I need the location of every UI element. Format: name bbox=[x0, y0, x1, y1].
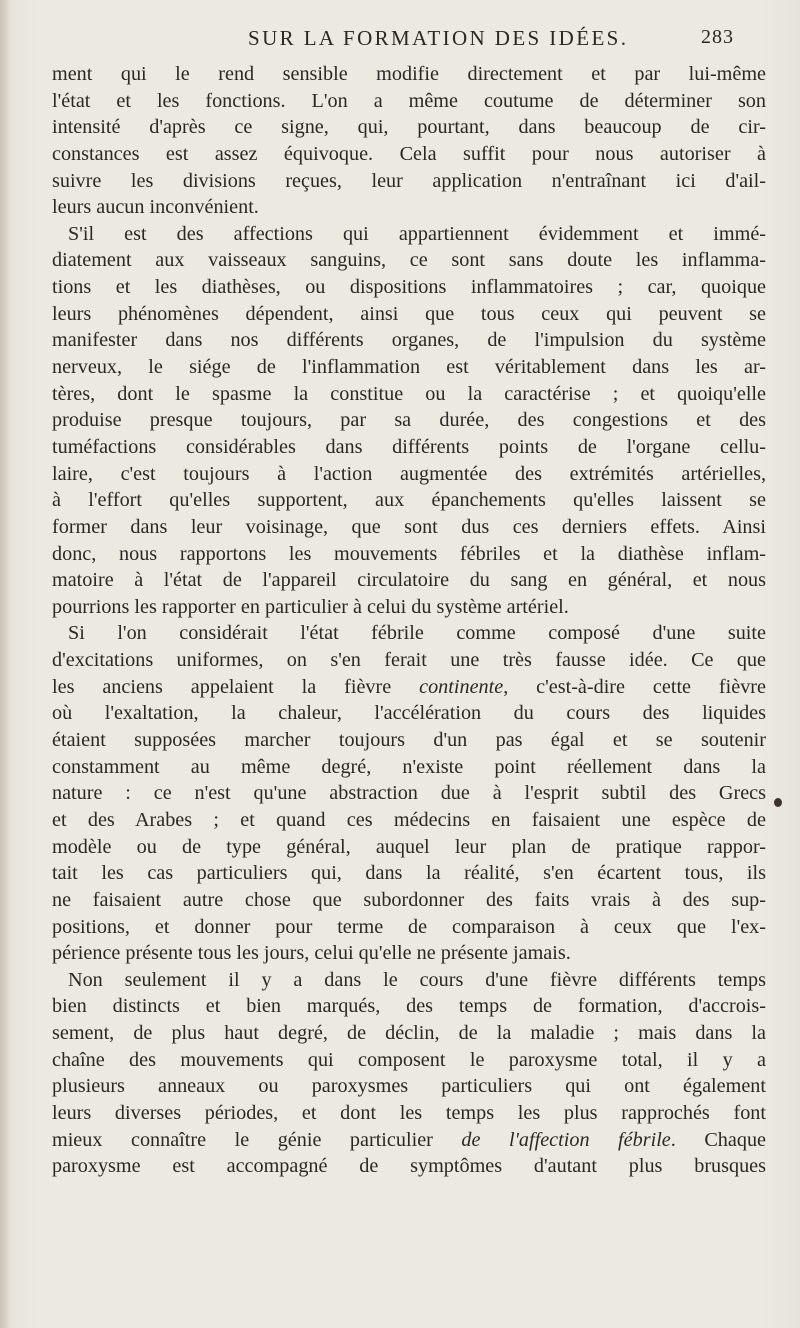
text-line: Si l'on considérait l'état fébrile comme composé d'une suite bbox=[68, 622, 766, 645]
text-line: nerveux, le siége de l'inflammation est véritablement dans les ar- bbox=[52, 356, 766, 379]
text-line: positions, et donner pour terme de comparaison à ceux que l'ex- bbox=[52, 915, 766, 938]
text-line: tait les cas particuliers qui, dans la réalité, s'en écartent tous, ils bbox=[52, 862, 766, 885]
text-line: étaient supposées marcher toujours d'un pas égal et se soutenir bbox=[52, 729, 766, 752]
text-line: sement, de plus haut degré, de déclin, de la maladie ; mais dans la bbox=[52, 1022, 766, 1045]
text-line: paroxysme est accompagné de symptômes d'autant plus brusques bbox=[52, 1155, 766, 1178]
text-line: constamment au même degré, n'existe point réellement dans la bbox=[52, 755, 766, 778]
body-text bbox=[52, 61, 766, 1180]
text-line: Non seulement il y a dans le cours d'une fièvre différents temps bbox=[68, 968, 766, 991]
text-line: l'état et les fonctions. L'on a même coutume de déterminer son bbox=[52, 89, 766, 112]
text-line: tions et les diathèses, ou dispositions inflammatoires ; car, quoique bbox=[52, 276, 766, 299]
text-line: pourrions les rapporter en particulier à celui du système artériel. bbox=[52, 595, 569, 618]
text-line: tuméfactions considérables dans différents points de l'organe cellu- bbox=[52, 435, 766, 458]
text-line: S'il est des affections qui appartiennent évidemment et immé- bbox=[68, 222, 766, 245]
running-title: SUR LA FORMATION DES IDÉES. bbox=[248, 26, 629, 50]
text-line: bien distincts et bien marqués, des temps de formation, d'accrois- bbox=[52, 995, 766, 1018]
text-line: laire, c'est toujours à l'action augmentée des extrémités artérielles, bbox=[52, 462, 766, 485]
text-line: chaîne des mouvements qui composent le paroxysme total, il y a bbox=[52, 1048, 766, 1071]
text-line: suivre les divisions reçues, leur application n'entraînant ici d'ail- bbox=[52, 169, 766, 192]
running-head bbox=[0, 26, 800, 56]
text-line: produise presque toujours, par sa durée, des congestions et des bbox=[52, 409, 766, 432]
text-line: modèle ou de type général, auquel leur plan de pratique rappor- bbox=[52, 835, 766, 858]
text-line: les anciens appelaient la fièvre continente, c'est-à-dire cette fièvre bbox=[52, 675, 766, 698]
page-number: 283 bbox=[701, 26, 734, 48]
text-line: leurs aucun inconvénient. bbox=[52, 196, 259, 219]
text-line: nature : ce n'est qu'une abstraction due à l'esprit subtil des Grecs bbox=[52, 782, 766, 805]
text-line: former dans leur voisinage, que sont dus ces derniers effets. Ainsi bbox=[52, 515, 766, 538]
text-line: à l'effort qu'elles supportent, aux épanchements qu'elles laissent se bbox=[52, 489, 766, 512]
text-line: ne faisaient autre chose que subordonner des faits vrais à des sup- bbox=[52, 888, 766, 911]
text-line: donc, nous rapportons les mouvements fébriles et la diathèse inflam- bbox=[52, 542, 766, 565]
text-line: d'excitations uniformes, on s'en ferait une très fausse idée. Ce que bbox=[52, 649, 766, 672]
text-line: plusieurs anneaux ou paroxysmes particuliers qui ont également bbox=[52, 1075, 766, 1098]
text-line: constances est assez équivoque. Cela suffit pour nous autoriser à bbox=[52, 142, 766, 165]
text-line: manifester dans nos différents organes, de l'impulsion du système bbox=[52, 329, 766, 352]
text-line: périence présente tous les jours, celui qu'elle ne présente jamais. bbox=[52, 942, 571, 965]
italic-phrase: continente bbox=[419, 675, 504, 698]
text-line: tères, dont le spasme la constitue ou la caractérise ; et quoiqu'elle bbox=[52, 382, 766, 405]
italic-phrase: de l'affection fébrile bbox=[461, 1128, 671, 1151]
text-line: diatement aux vaisseaux sanguins, ce sont sans doute les inflamma- bbox=[52, 249, 766, 272]
text-line: ment qui le rend sensible modifie directement et par lui-même bbox=[52, 63, 766, 85]
text-line: leurs diverses périodes, et dont les temps les plus rapprochés font bbox=[52, 1101, 766, 1124]
text-line: leurs phénomènes dépendent, ainsi que tous ceux qui peuvent se bbox=[52, 302, 766, 325]
text-line: et des Arabes ; et quand ces médecins en faisaient une espèce de bbox=[52, 808, 766, 831]
text-line: matoire à l'état de l'appareil circulatoire du sang en général, et nous bbox=[52, 569, 766, 592]
text-line: mieux connaître le génie particulier de l'affection fébrile. Chaque bbox=[52, 1128, 766, 1151]
text-line: intensité d'après ce signe, qui, pourtant, dans beaucoup de cir- bbox=[52, 116, 766, 139]
binding-gutter bbox=[0, 0, 10, 1328]
ink-speck bbox=[774, 798, 782, 807]
text-line: où l'exaltation, la chaleur, l'accélération du cours des liquides bbox=[52, 702, 766, 725]
